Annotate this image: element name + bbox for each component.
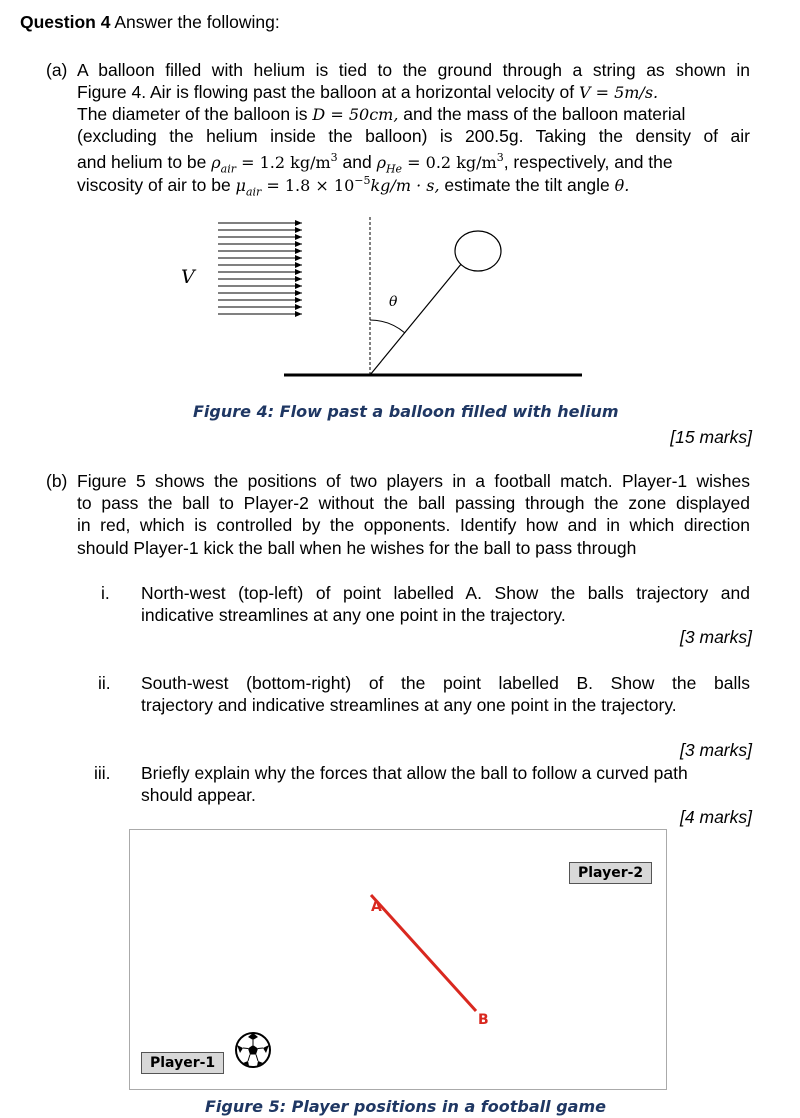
part-a-line-2 <box>77 81 658 104</box>
balloon <box>455 231 501 271</box>
part-a-line-5-text: and helium to be <box>77 151 212 172</box>
player-2-label: Player-2 <box>569 862 652 884</box>
part-a-line-6-tail: estimate the tilt angle <box>439 174 615 195</box>
item-i-number: i. <box>101 583 110 603</box>
theta-symbol: θ. <box>614 175 630 195</box>
velocity-value: V = 5m/s. <box>578 83 659 102</box>
mu-value: = 1.8 × 10 <box>261 175 355 195</box>
part-a-line-1: A balloon filled with helium is tied to the ground through a string as shown in <box>77 60 750 80</box>
figure-4-diagram <box>0 215 800 385</box>
tilt-angle-arc <box>370 320 405 333</box>
rho-air-symbol: ρ <box>211 152 221 172</box>
part-a-line-2-text: Figure 4. Air is flowing past the balloon at a horizontal velocity of <box>77 82 579 102</box>
mu-units: kg/m · s, <box>370 175 440 195</box>
part-a-line-6 <box>77 170 629 203</box>
rho-he-subscript: He <box>385 162 403 176</box>
item-iii-marks: [4 marks] <box>680 807 752 827</box>
tilt-angle-label: θ <box>389 294 398 310</box>
mu-exponent: −5 <box>354 174 371 187</box>
part-a-line-3 <box>77 103 685 126</box>
question-number: Question 4 <box>20 12 111 32</box>
part-a-line-5-and: and <box>337 151 377 172</box>
rho-he-value: = 0.2 kg/m <box>402 152 497 172</box>
player-1-label: Player-1 <box>141 1052 224 1074</box>
part-a-label: (a) <box>46 60 68 80</box>
figure-5-caption: Figure 5: Player positions in a football game <box>205 1097 606 1116</box>
item-ii-number: ii. <box>98 673 111 693</box>
part-b-line-4: should Player-1 kick the ball when he wishes for the ball to pass through <box>77 538 637 558</box>
part-b-line-2: to pass the ball to Player-2 without the ball passing through the zone displayed <box>77 493 750 513</box>
item-iii-line-1: Briefly explain why the forces that allow the ball to follow a curved path <box>141 763 688 783</box>
part-a-line-6-text: viscosity of air to be <box>77 174 236 195</box>
mu-subscript: air <box>245 185 262 199</box>
flow-arrows <box>218 223 302 314</box>
part-b-line-1: Figure 5 shows the positions of two players in a football match. Player-1 wishes <box>77 471 750 491</box>
diameter-value: D = 50cm, <box>312 105 399 124</box>
point-b-label: B <box>478 1012 489 1028</box>
item-i-line-2: indicative streamlines at any one point in the trajectory. <box>141 605 566 625</box>
item-i-line-1: North-west (top-left) of point labelled A. Show the balls trajectory and <box>141 583 750 603</box>
velocity-label: V <box>181 266 195 288</box>
part-a-marks: [15 marks] <box>670 427 752 447</box>
part-b-line-3: in red, which is controlled by the opponents. Identify how and in which direction <box>77 515 750 535</box>
part-a-line-5-tail: , respectively, and the <box>503 151 673 172</box>
part-a-line-3-tail: and the mass of the balloon material <box>398 104 686 124</box>
item-ii-line-2: trajectory and indicative streamlines at any one point in the trajectory. <box>141 695 677 715</box>
football-icon <box>236 1033 270 1067</box>
part-b-label: (b) <box>46 471 68 491</box>
question-instruction: Answer the following: <box>110 12 280 32</box>
point-a-label: A <box>371 899 382 915</box>
rho-air-exponent: 3 <box>330 151 338 164</box>
item-ii-line-1: South-west (bottom-right) of the point labelled B. Show the balls <box>141 673 750 693</box>
balloon-string <box>370 263 462 375</box>
part-a-line-4: (excluding the helium inside the balloon) is 200.5g. Taking the density of air <box>77 126 750 146</box>
figure-4-caption: Figure 4: Flow past a balloon filled with helium <box>193 402 619 421</box>
rho-air-value: = 1.2 kg/m <box>236 152 331 172</box>
part-a-line-3-text: The diameter of the balloon is <box>77 104 313 124</box>
opponent-zone-line <box>371 895 476 1011</box>
rho-he-exponent: 3 <box>496 151 504 164</box>
mu-symbol: μ <box>235 175 246 195</box>
item-iii-number: iii. <box>94 763 111 783</box>
rho-air-subscript: air <box>220 162 237 176</box>
rho-he-symbol: ρ <box>376 152 386 172</box>
question-heading <box>20 11 280 33</box>
item-iii-line-2: should appear. <box>141 785 256 805</box>
item-ii-marks: [3 marks] <box>680 740 752 760</box>
item-i-marks: [3 marks] <box>680 627 752 647</box>
